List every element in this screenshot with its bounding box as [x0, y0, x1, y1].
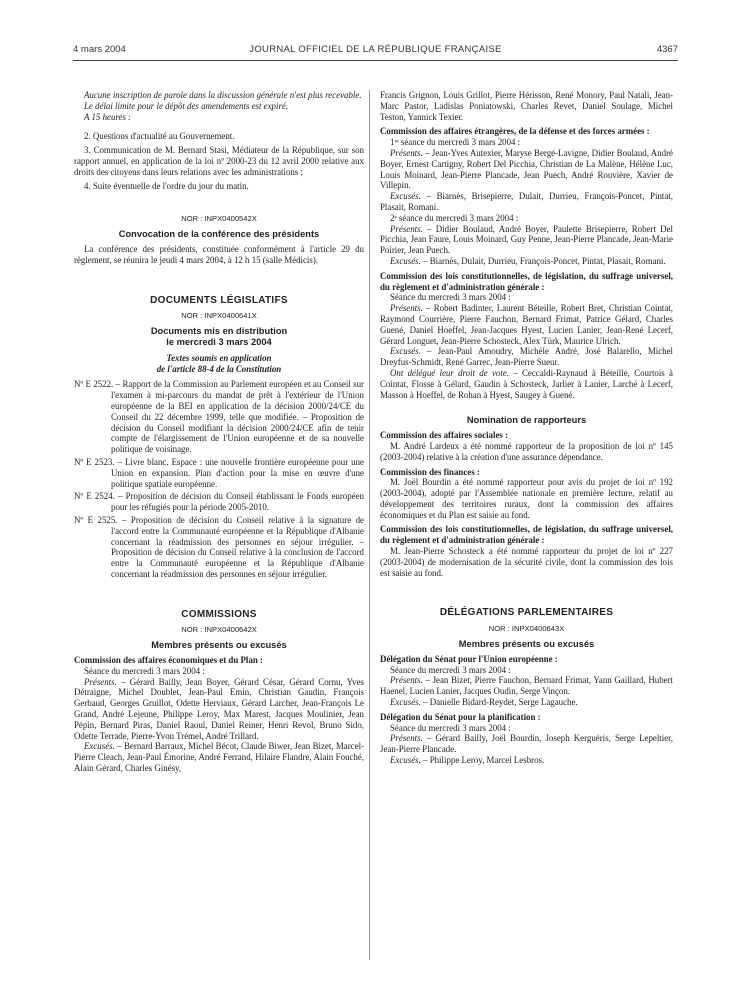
page-header [73, 44, 678, 58]
left-column [74, 90, 364, 774]
column-divider [369, 90, 370, 960]
commission-title: Commission des finances : [380, 466, 480, 477]
presents-list: Présents. – Gérard Bailly, Joël Bourdin, Joseph Kerguéris, Serge Lepeltier, Jean-Pierre Plancade. [380, 733, 673, 755]
excuses-continued: Francis Grignon, Louis Grillot, Pierre Hérisson, René Monory, Paul Natali, Jean-Marc Pastor, Ladislas Poniatowski, Charles Revet, Daniel Soulage, Michel Teston, Yannick Texier. [380, 90, 673, 122]
membres-title: Membres présents ou excusés [458, 639, 595, 650]
nomination-title: Nomination de rapporteurs [466, 415, 587, 426]
intro-line: Le délai limite pour le dépôt des amendements est expiré. [84, 100, 289, 111]
excuses-list: Excusés. – Biarnès, Brisepierre, Dulait, Durrieu, François-Poncet, Pintat, Plasait, Romani. [380, 191, 673, 212]
commission-title: Commission des lois constitutionnelles, de législation, du suffrage universel, du règlement et d'administration générale : [380, 524, 673, 546]
agenda-item: 4. Suite éventuelle de l'ordre du jour du matin. [84, 180, 249, 191]
agenda-item: 2. Questions d'actualité au Gouvernement. [84, 131, 235, 142]
nor-reference: NOR : INPX0400642X [181, 625, 257, 635]
seance-line: 2ᵉ séance du mercredi 3 mars 2004 : [390, 212, 519, 223]
excuses-list: Excusés. – Jean-Paul Amoudry, Michèle André, José Balarello, Michel Dreyfus-Schmidt, René Garrec, Jean-Pierre Sueur. [380, 346, 673, 368]
commission-title: Commission des affaires sociales : [380, 430, 509, 441]
agenda-item: 3. Communication de M. Bernard Stasi, Médiateur de la République, sur son rapport annuel, en application de la loi nº 2000-23 du 12 avril 2000 relative aux droits des citoyens dans leurs relations avec les administrations ; [74, 145, 364, 177]
seance-line: 1ʳᵉ séance du mercredi 3 mars 2004 : [390, 137, 521, 148]
delegation-title: Délégation du Sénat pour l'Union européenne : [380, 653, 558, 664]
seance-line: Séance du mercredi 3 mars 2004 : [390, 722, 511, 733]
convocation-text: La conférence des présidents, constituée conformément à l'article 29 du règlement, se réunira le jeudi 4 mars 2004, à 12 h 15 (salle Médicis). [74, 243, 364, 265]
document-item: Nº E 2525. – Proposition de décision du Conseil relative à la signature de l'accord entre la Communauté européenne et la République d'Albanie concernant la réadmission des personnes en séjour irrégulier. – Proposition de décision du Conseil relative à la conclusion de l'accord entre la Communauté européenne et la République d'Albanie concernant la réadmission des personnes en séjour irrégulier. [74, 514, 364, 579]
document-item: Nº E 2524. – Proposition de décision du Conseil établissant le Fonds européen pour les réfugiés pour la période 2005-2010. [74, 491, 364, 513]
delegation-title: Délégation du Sénat pour la planification : [380, 711, 541, 722]
intro-line: A 15 heures : [84, 111, 132, 122]
seance-line: Séance du mercredi 3 mars 2004 : [84, 665, 205, 676]
documents-section-title: DOCUMENTS LÉGISLATIFS [150, 294, 288, 306]
textes-subtitle: Textes soumis en application [166, 352, 272, 363]
commission-title: Commission des affaires économiques et du Plan : [74, 655, 263, 666]
presents-list: Présents. – Jean-Yves Autexier, Maryse Bergé-Lavigne, Didier Boulaud, André Boyer, Ernest Cartigny, Robert Del Picchia, Christian de La Malène, Hélène Luc, Louis Moinard, Jean-Pierre Plancade, Jean Puech, André Rouvière, Xavier de Villepin. [380, 147, 673, 191]
header-journal-title: JOURNAL OFFICIEL DE LA RÉPUBLIQUE FRANÇAISE [249, 44, 502, 55]
documents-date: le mercredi 3 mars 2004 [166, 336, 272, 347]
right-column [380, 90, 673, 766]
presents-list: Présents. – Jean Bizet, Pierre Fauchon, Bernard Frimat, Yann Gaillard, Hubert Haenel, Lucien Lanier, Jacques Oudin, Serge Vinçon. [380, 675, 673, 697]
header-page-number: 4367 [656, 44, 678, 55]
nomination-text: M. Jean-Pierre Schosteck a été nommé rapporteur du projet de loi nº 227 (2003-2004) de modernisation de la sécurité civile, dont la commission des lois est saisie au fond. [380, 546, 673, 578]
seance-line: Séance du mercredi 3 mars 2004 : [390, 292, 511, 303]
commission-title: Commission des affaires étrangères, de la défense et des forces armées : [380, 126, 650, 137]
document-item: Nº E 2523. – Livre blanc. Espace : une nouvelle frontière européenne pour une Union en expansion. Plan d'action pour la mise en œuvre d'une politique spatiale européenne. [74, 456, 364, 489]
seance-line: Séance du mercredi 3 mars 2004 : [390, 664, 511, 675]
nomination-text: M. André Lardeux a été nommé rapporteur de la proposition de loi nº 145 (2003-2004) relative à la création d'une assurance dépendance. [380, 440, 673, 462]
intro-line: Aucune inscription de parole dans la discussion générale n'est plus recevable. [84, 90, 362, 100]
convocation-title: Convocation de la conférence des présidents [118, 229, 320, 240]
membres-title: Membres présents ou excusés [151, 640, 287, 651]
excuses-list: Excusés. – Danielle Bidard-Reydet, Serge Lagauche. [390, 697, 578, 708]
documents-subtitle: Documents mis en distribution [150, 326, 288, 337]
commission-title: Commission des lois constitutionnelles, de législation, du suffrage universel, du règlement et d'administration générale : [380, 270, 673, 292]
commissions-section-title: COMMISSIONS [181, 608, 257, 620]
presents-list: Présents. – Robert Badinter, Laurent Béteille, Robert Bret, Christian Cointat, Raymond Courrière, Pierre Fauchon, Bernard Frimat, Patrice Gélard, Charles Guené, Daniel Hoeffel, Jean-Jacques Hyest, Lucien Lanier, Jean-René Lecerf, Gérard Longuet, Jean-Pierre Schosteck, Alex Türk, Maurice Ulrich. [380, 303, 673, 346]
presents-list: Présents. – Gérard Bailly, Jean Boyer, Gérard César, Gérard Cornu, Yves Détraigne, Michel Doublet, Jean-Paul Emin, Christian Gaudin, François Gerbaud, Georges Gruillot, Odette Herviaux, Gérard Larcher, Jean-François Le Grand, André Lejeune, Philippe Leroy, Max Marest, Jacques Moulinier, Jean Pépin, Bernard Piras, Daniel Raoul, Daniel Reiner, Henri Revol, Bruno Sido, Odette Terrade, Pierre-Yvon Trémel, André Trillard. [74, 676, 364, 741]
nor-reference: NOR : INPX0400641X [181, 311, 257, 321]
document-item: Nº E 2522. – Rapport de la Commission au Parlement européen et au Conseil sur l'examen à mi-parcours du mandat de prêt à l'extérieur de l'Union européenne de la BEI en application de la décision 2000/24/CE du Conseil du 22 décembre 1999, telle que modifiée. – Proposition de décision du Conseil modifiant la décision 2000/24/CE afin de tenir compte de l'élargissement de l'Union européenne et de sa nouvelle politique de voisinage. [74, 379, 364, 455]
presents-list: Présents. – Didier Boulaud, André Boyer, Paulette Brisepierre, Robert Del Picchia, Jean Faure, Louis Moinard, Guy Penne, Jean-Pierre Plancade, Jean-Marie Poirier, Jean Puech. [380, 223, 673, 256]
textes-subtitle: de l'article 88-4 de la Constitution [156, 363, 282, 374]
header-date: 4 mars 2004 [73, 44, 126, 55]
excuses-list: Excusés. – Philippe Leroy, Marcel Lesbros. [390, 755, 545, 766]
delegated-votes: Ont délégué leur droit de vote. – Ceccaldi-Raynaud à Béteille, Courtois à Cointat, Flosse à Gélard, Gaudin à Schosteck, Jarlier à Lanier, Larché à Lecerf, Masson à Hoeffel, de Rohan à Hyest, Saugey à Guené. [380, 367, 673, 400]
nor-reference: NOR : INPX0400542X [181, 214, 257, 224]
nomination-text: M. Joël Bourdin a été nommé rapporteur pour avis du projet de loi nº 192 (2003-2004), adopté par l'Assemblée nationale en première lecture, relatif au développement des territoires ruraux, dont la commission des affaires économiques et du Plan est saisie au fond. [380, 477, 673, 520]
header-rule [73, 60, 678, 61]
excuses-list: Excusés. – Bernard Barraux, Michel Bécot, Claude Biwer, Jean Bizet, Marcel-Pierre Cleach, Jean-Paul Émorine, André Ferrand, Hilaire Flandre, Alain Fouché, Alain Gérard, Charles Ginésy, [74, 741, 364, 774]
excuses-list: Excusés. – Biarnès, Dulait, Durrieu, François-Poncet, Pintat, Plasait, Romani. [390, 255, 666, 266]
nor-reference: NOR : INPX0400643X [488, 624, 565, 634]
delegations-section-title: DÉLÉGATIONS PARLEMENTAIRES [439, 607, 614, 619]
